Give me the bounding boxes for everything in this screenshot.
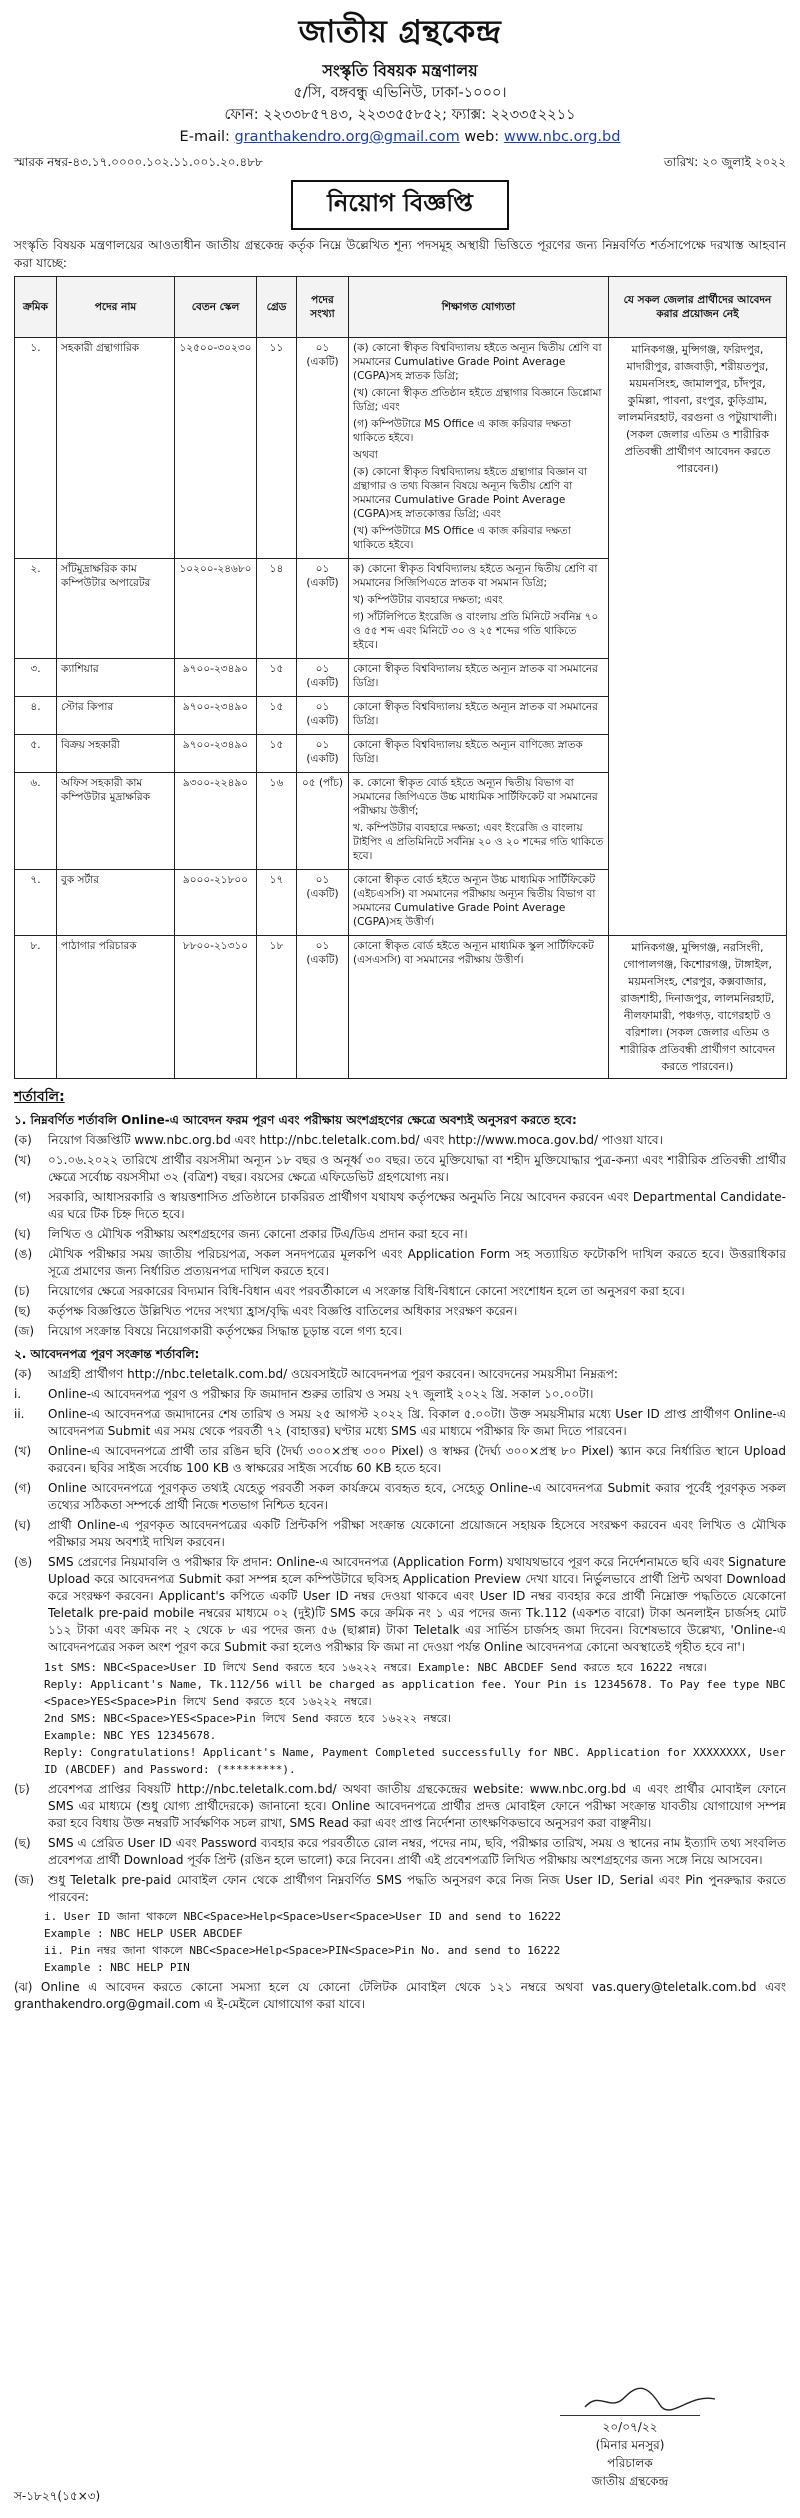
condition-number: ii. <box>14 1407 25 1421</box>
qualification-line: খ. কম্পিউটার ব্যবহারে দক্ষতা; এবং ইংরেজি ও বাংলায় টাইপিং এ প্রতিমিনিটে সর্বনিম্ন ২০ ও ২০ শব্দের গতি থাকিতে হবে। <box>353 822 604 862</box>
condition-number: (চ) <box>14 1284 30 1298</box>
cell-post: স্টোর কিপার <box>57 697 175 735</box>
cell-count: ০১ (একটি) <box>297 936 349 1079</box>
ministry-name: সংস্কৃতি বিষয়ক মন্ত্রণালয় <box>322 61 478 80</box>
cell-qualification <box>349 773 609 870</box>
condition-item <box>14 1226 786 1243</box>
cell-scale: ১২৫০০-৩০২৩০ <box>175 338 257 559</box>
condition-item <box>14 1366 786 1383</box>
condition-number: (চ) <box>14 1782 30 1796</box>
col-count: পদের সংখ্যা <box>297 277 349 338</box>
cell-exempt-districts-b: মানিকগঞ্জ, মুন্সিগঞ্জ, নরসিংদী, গোপালগঞ্জ, কিশোরগঞ্জ, টাঙ্গাইল, ময়মনসিংহ, শেরপুর, কক্সবাজার, রাজশাহী, দিনাজপুর, লালমনিরহাট, নীলফামারী, পঞ্চগড়, বাগেরহাট ও বরিশাল। (সকল জেলার এতিম ও শারীরিক প্রতিবন্ধী প্রার্থীগণ আবেদন করতে পারবেন।) <box>609 936 787 1079</box>
address: ৫/সি, বঙ্গবন্ধু এভিনিউ, ঢাকা-১০০০। <box>293 85 507 101</box>
condition-item <box>14 1189 786 1223</box>
conditions-heading: শর্তাবলি: <box>14 1089 65 1105</box>
recover-userid: i. User ID জানা থাকলে NBC<Space>Help<Space>User<Space>User ID and send to 16222 <box>44 1910 561 1923</box>
condition-item <box>14 1323 786 1340</box>
web-label: web: <box>464 129 500 145</box>
condition-number: (ক) <box>14 1133 32 1147</box>
col-scale: বেতন স্কেল <box>175 277 257 338</box>
cell-grade: ১৮ <box>257 936 297 1079</box>
cell-qualification <box>349 936 609 1079</box>
recover-pin-example: Example : NBC HELP PIN <box>44 1961 190 1974</box>
cell-serial: ১. <box>15 338 57 559</box>
condition-text: নিয়োগের ক্ষেত্রে সরকারের বিদ্যমান বিধি-বিধান এবং পরবর্তীকালে এ সংক্রান্ত বিধি-বিধানে কোনো সংশোধন হলে তা অনুসরণ করা হবে। <box>48 1284 685 1298</box>
cell-scale: ৯৭০০-২৩৪৯০ <box>175 659 257 697</box>
cell-scale: ৯৩০০-২২৪৯০ <box>175 773 257 870</box>
condition-text: Online-এ আবেদনপত্রে প্রার্থী তার রঙিন ছবি (দৈর্ঘ্য ৩০০×প্রস্থ ৩০০ Pixel) ও স্বাক্ষর (দৈর্ঘ্য ৩০০×প্রস্থ ৮০ Pixel) স্ক্যান করে নির্ধারিত স্থানে Upload করবেন। ছবির সাইজ সর্বোচ্চ 100 KB ও স্বাক্ষরের সাইজ সর্বোচ্চ 60 KB হতে হবে। <box>48 1444 786 1475</box>
cell-count: ০১ (একটি) <box>297 697 349 735</box>
condition-number: (গ) <box>14 1190 32 1204</box>
part2-title: ২. আবেদনপত্র পূরণ সংক্রান্ত শর্তাবলি: <box>14 1347 200 1361</box>
condition-number: (খ) <box>14 1153 32 1167</box>
condition-text: ০১.০৬.২০২২ তারিখে প্রার্থীর বয়সসীমা অন্যূন ১৮ বছর ও অনূর্ধ্ব ৩০ বছর। তবে মুক্তিযোদ্ধা বা শহীদ মুক্তিযোদ্ধার পুত্র-কন্যা এবং শারীরিক প্রতিবন্ধী প্রার্থীর ক্ষেত্রে সর্বোচ্চ বয়সসীমা ৩২ (বত্রিশ) বছর। বয়সের ক্ষেত্রে এফিডেভিট গ্রহণযোগ্য নয়। <box>48 1153 786 1184</box>
condition-item <box>14 1246 786 1280</box>
condition-item <box>14 1152 786 1186</box>
cell-grade: ১৫ <box>257 697 297 735</box>
cell-grade: ১৭ <box>257 870 297 936</box>
condition-number: (ক) <box>14 1367 32 1381</box>
condition-text: Online আবেদনপত্রে পূরণকৃত তথ্যই যেহেতু পরবর্তী সকল কার্যক্রমে ব্যবহৃত হবে, সেহেতু Online-এ আবেদনপত্র Submit করার পূর্বেই পূরণকৃত সকল তথ্যের সঠিকতা সম্পর্কে প্রার্থী নিজে শতভাগ নিশ্চিত হবেন। <box>48 1481 786 1512</box>
sms1-reply: Reply: Applicant's Name, Tk.112/56 will be charged as application fee. Your Pin is 12345678. To Pay fee type NBC <Space>YES<Space>Pin লিখে Send করতে হবে ১৬২২২ নম্বরে। <box>44 1678 786 1708</box>
col-serial: ক্রমিক <box>15 277 57 338</box>
qualification-line: (ক) কোনো স্বীকৃত বিশ্ববিদ্যালয় হইতে অন্যূন দ্বিতীয় শ্রেণি বা সমমানের Cumulative Grade Point Average (CGPA)সহ স্নাতক ডিগ্রি; <box>353 342 602 382</box>
signature-block <box>520 2385 740 2490</box>
condition-text: SMS প্রেরণের নিয়মাবলি ও পরীক্ষার ফি প্রদান: Online-এ আবেদনপত্র (Application Form) যথাযথভাবে পূরণ করে নির্দেশনামতে ছবি এবং Signature Upload করে আবেদনপত্র Submit করা সম্পন্ন হলে কম্পিউটারে ছবিসহ Application Preview দেখা যাবে। নির্ভুলভাবে প্রার্থী প্রিন্ট অথবা Download করে সংরক্ষণ করবেন। Applicant's কপিতে একটি User ID নম্বর দেওয়া থাকবে এবং User ID নম্বর ব্যবহার করে প্রার্থী নিম্নোক্ত পদ্ধতিতে যেকোনো Teletalk pre-paid mobile নম্বরের মাধ্যমে ০২ (দুই)টি SMS করে ক্রমিক নং ১ এর পদের জন্য Tk.112 (একশত বারো) টাকা অনলাইন চার্জসহ মোট ১১২ টাকা এবং ক্রমিক নং ২ থেকে ৮ এর পদের জন্য ৫৬ (ছাপ্পান্ন) টাকা Teletalk এর সার্ভিস চার্জসহ জমা দিবেন। বিশেষভাবে উল্লেখ্য, 'Online-এ আবেদনপত্রের সকল অংশ পূরণ করে Submit করা হলেও পরীক্ষার ফি জমা না দেওয়া পর্যন্ত Online আবেদনপত্র কোনো অবস্থাতেই গৃহীত হবে না'। <box>48 1555 786 1654</box>
cell-scale: ৯৭০০-২৩৪৯০ <box>175 735 257 773</box>
col-grade: গ্রেড <box>257 277 297 338</box>
recovery-instructions <box>14 1908 786 1976</box>
condition-number: (জ) <box>14 1873 35 1887</box>
condition-text: সরকারি, আধাসরকারি ও স্বায়ত্তশাসিত প্রতিষ্ঠানে চাকরিরত প্রার্থীগণ যথাযথ কর্তৃপক্ষের অনুমতি নিয়ে আবেদন করবেন এবং Departmental Candidate-এর ঘরে টিক চিহ্ন দিতে হবে। <box>48 1190 786 1221</box>
qualification-line: (ক) কোনো স্বীকৃত বিশ্ববিদ্যালয় হইতে গ্রন্থাগার বিজ্ঞান বা গ্রন্থাগার ও তথ্য বিজ্ঞান বিষয়ে অন্যূন দ্বিতীয় শ্রেণি বা সমমানের Cumulative Grade Point Average (CGPA)সহ স্নাতকোত্তর ডিগ্রি; এবং <box>353 466 587 520</box>
qualification-line: কোনো স্বীকৃত বিশ্ববিদ্যালয় হইতে অন্যূন স্নাতক বা সমমানের ডিগ্রি। <box>353 701 598 727</box>
condition-text: মৌখিক পরীক্ষার সময় জাতীয় পরিচয়পত্র, সকল সনদপত্রের মূলকপি এবং Application Form সহ সত্যায়িত ফটোকপি দাখিল করতে হবে। উত্তরাধিকার সূত্রে প্রমাণের জন্য নির্ধারিত প্রত্যয়নপত্র দাখিল করতে হবে। <box>48 1247 786 1278</box>
qualification-line: কোনো স্বীকৃত বিশ্ববিদ্যালয় হইতে অন্যূন স্নাতক বা সমমানের ডিগ্রি। <box>353 663 598 689</box>
cell-post: সহকারী গ্রন্থাগারিক <box>57 338 175 559</box>
contact-item <box>14 1979 786 2013</box>
condition-number: (ঘ) <box>14 1227 31 1241</box>
cell-grade: ১৪ <box>257 559 297 659</box>
cell-serial: ৩. <box>15 659 57 697</box>
qualification-line: (খ) কোনো স্বীকৃত প্রতিষ্ঠান হইতে গ্রন্থাগার বিজ্ঞানে ডিপ্লোমা ডিগ্রি; এবং <box>353 387 602 413</box>
qualification-line: কোনো স্বীকৃত বোর্ড হইতে অন্যূন মাধ্যমিক স্কুল সার্টিফিকেট (এসএসসি) বা সমমানের পরীক্ষায় উত্তীর্ণ। <box>353 940 594 966</box>
email-link[interactable]: granthakendro.org@gmail.com <box>234 129 460 145</box>
cell-grade: ১৫ <box>257 659 297 697</box>
web-link[interactable]: www.nbc.org.bd <box>503 129 621 145</box>
condition-text: নিয়োগ বিজ্ঞপ্তিটি www.nbc.org.bd এবং http://nbc.teletalk.com.bd/ এবং http://www.moca.gov.bd/ পাওয়া যাবে। <box>48 1133 663 1147</box>
cell-grade: ১১ <box>257 338 297 559</box>
sms2-reply: Reply: Congratulations! Applicant's Name, Payment Completed successfully for NBC. Application for XXXXXXXX, User ID (ABCDEF) and Password: (*********). <box>44 1746 786 1776</box>
intro-text: সংস্কৃতি বিষয়ক মন্ত্রণালয়ের আওতাধীন জাতীয় গ্রন্থকেন্দ্র কর্তৃক নিম্নে উল্লেখিত শূন্য পদসমূহ অস্থায়ী ভিত্তিতে পূরণের জন্য নিম্নবর্ণিত শর্তসাপেক্ষে দরখাস্ত আহবান করা যাচ্ছে: <box>14 238 786 270</box>
cell-qualification <box>349 870 609 936</box>
cell-post: সাঁটমুদ্রাক্ষরিক কাম কম্পিউটার অপারেটর <box>57 559 175 659</box>
cell-exempt-districts-a: মানিকগঞ্জ, মুন্সিগঞ্জ, ফরিদপুর, মাদারীপুর, রাজবাড়ী, শরীয়তপুর, ময়মনসিংহ, জামালপুর, চাঁদপুর, কুমিল্লা, পাবনা, রংপুর, কুড়িগ্রাম, লালমনিরহাট, বরগুনা ও পটুয়াখালী। (সকল জেলার এতিম ও শারীরিক প্রতিবন্ধী প্রার্থীগণ আবেদন করতে পারবেন।) <box>609 338 787 936</box>
cell-serial: ৪. <box>15 697 57 735</box>
condition-text: Online-এ আবেদনপত্র পূরণ ও পরীক্ষার ফি জমাদান শুরুর তারিখ ও সময় ২৭ জুলাই ২০২২ খ্রি. সকাল ১০.০০টা। <box>48 1387 594 1401</box>
condition-item <box>14 1835 786 1869</box>
qualification-line: (গ) কম্পিউটারে MS Office এ কাজ করিবার দক্ষতা থাকিতে হইবে। <box>353 418 571 444</box>
qualification-line: কোনো স্বীকৃত বোর্ড হইতে অন্যূন উচ্চ মাধ্যমিক সার্টিফিকেট (এইচএসসি) বা সমমানের পরীক্ষায় অন্যূন দ্বিতীয় বিভাগ বা সমমানের Cumulative Grade Point Average (CGPA)সহ উত্তীর্ণ। <box>353 874 596 928</box>
cell-count: ০১ (একটি) <box>297 870 349 936</box>
condition-number: (খ) <box>14 1444 32 1458</box>
condition-item <box>14 1132 786 1149</box>
condition-text: প্রবেশপত্র প্রাপ্তির বিষয়টি http://nbc.teletalk.com.bd/ অথবা জাতীয় গ্রন্থকেন্দ্রের website: www.nbc.org.bd এ এবং প্রার্থীর মোবাইল ফোনে SMS এর মাধ্যমে (শুধু যোগ্য প্রার্থীদেরকে) জানানো হবে। Online আবেদনপত্রে প্রার্থীর প্রদত্ত মোবাইল ফোনে পরীক্ষা সংক্রান্ত যাবতীয় যোগাযোগ সম্পন্ন করা হবে বিধায় উক্ত নম্বরটি সার্বক্ষণিক সচল রাখা, SMS Read করা এবং প্রাপ্ত নির্দেশনা তাৎক্ষণিকভাবে অনুসরণ করা বাঞ্ছনীয়। <box>48 1782 786 1830</box>
part2-list <box>14 1366 786 1656</box>
phone-line: ফোন: ২২৩৩৮৫৭৪৩, ২২৩৩৫৫৮৫২; ফ্যাক্স: ২২৩৩৫২২১১ <box>224 107 576 123</box>
cell-qualification <box>349 735 609 773</box>
condition-text: SMS এ প্রেরিত User ID এবং Password ব্যবহার করে পরবর্তীতে রোল নম্বর, পদের নাম, ছবি, পরীক্ষার তারিখ, সময় ও স্থানের নাম ইত্যাদি তথ্য সংবলিত প্রবেশপত্র প্রার্থী Download পূর্বক প্রিন্ট (রঙিন হলে ভালো) করে নিবেন। প্রার্থী এই প্রবেশপত্রটি লিখিত পরীক্ষায় অংশগ্রহণের জন্য সঙ্গে নিয়ে আসবেন। <box>48 1836 786 1867</box>
sms2-label: 2nd SMS: NBC<Space>YES<Space>Pin লিখে Send করতে হবে ১৬২২২ নম্বরে। <box>44 1712 452 1725</box>
email-label: E-mail: <box>179 129 230 145</box>
col-exempt-districts: যে সকল জেলার প্রার্থীদের আবেদন করার প্রয়োজন নেই <box>609 277 787 338</box>
posts-table <box>14 276 787 1079</box>
cell-serial: ৫. <box>15 735 57 773</box>
condition-item <box>14 1443 786 1477</box>
table-header-row <box>15 277 787 338</box>
title-wrap <box>14 180 786 230</box>
part1-title: ১. নিম্নবর্ণিত শর্তাবলি Online-এ আবেদন ফরম পূরণ এবং পরীক্ষায় অংশগ্রহণের ক্ষেত্রে অবশ্যই অনুসরণ করতে হবে: <box>14 1113 577 1127</box>
condition-item <box>14 1480 786 1514</box>
cell-qualification <box>349 338 609 559</box>
condition-item <box>14 1517 786 1551</box>
condition-number: i. <box>14 1387 22 1401</box>
condition-item <box>14 1781 786 1832</box>
cell-post: বিক্রয় সহকারী <box>57 735 175 773</box>
condition-text: Online-এ আবেদনপত্র জমাদানের শেষ তারিখ ও সময় ২৫ আগস্ট ২০২২ খ্রি. বিকাল ৫.০০টা। উক্ত সময়সীমার মধ্যে User ID প্রাপ্ত প্রার্থীগণ Online-এ আবেদনপত্র Submit এর সময় থেকে পরবর্তী ৭২ (বাহাত্তর) ঘণ্টার মধ্যে SMS এর মাধ্যমে পরীক্ষার ফি জমা দিতে পারবেন। <box>48 1407 786 1438</box>
cell-qualification <box>349 659 609 697</box>
table-row <box>15 936 787 1079</box>
contact-text: (ঝ) Online এ আবেদন করতে কোনো সমস্যা হলে যে কোনো টেলিটক মোবাইল থেকে ১২১ নম্বরে অথবা vas.query@teletalk.com.bd এবং granthakendro.org@gmail.com এ ই-মেইলে যোগাযোগ করা যাবে। <box>14 1980 786 2011</box>
qualification-line: গ) সাঁটলিপিতে ইংরেজি ও বাংলায় প্রতি মিনিটে সর্বনিম্ন ৭০ ও ৫৫ শব্দ এবং মিনিটে ৩০ ও ২৫ শব্দের গতি থাকিতে হইবে। <box>353 611 599 651</box>
condition-item <box>14 1303 786 1320</box>
table-row <box>15 338 787 559</box>
qualification-line: অথবা <box>353 449 378 461</box>
condition-item <box>14 1554 786 1656</box>
cell-count: ০১ (একটি) <box>297 559 349 659</box>
qualification-line: ক) কোনো স্বীকৃত বিশ্ববিদ্যালয় হইতে অন্যূন দ্বিতীয় শ্রেণি বা সমমানের সিজিপিএতে স্নাতক বা সমমান ডিগ্রি; <box>353 563 598 589</box>
condition-number: (গ) <box>14 1481 32 1495</box>
notice-title: নিয়োগ বিজ্ঞপ্তি <box>291 180 509 230</box>
sms-instructions <box>14 1659 786 1778</box>
contact-line <box>14 126 786 148</box>
qualification-line: ক. কোনো স্বীকৃত বোর্ড হইতে অন্যূন দ্বিতীয় বিভাগ বা সমমানের জিপিএতে উচ্চ মাধ্যমিক সার্টিফিকেট বা সমমানের পরীক্ষায় উত্তীর্ণ; <box>353 777 598 817</box>
condition-number: (ছ) <box>14 1836 31 1850</box>
condition-item <box>14 1406 786 1440</box>
cell-grade: ১৬ <box>257 773 297 870</box>
qualification-line: খ) কম্পিউটার ব্যবহারে দক্ষতা; এবং <box>353 594 503 606</box>
cell-scale: ৯০০০-২১৮০০ <box>175 870 257 936</box>
sms1-label: 1st SMS: NBC<Space>User ID লিখে Send করতে হবে ১৬২২২ নম্বরে। Example: NBC ABCDEF Send করতে হবে 16222 নম্বরে। <box>44 1661 707 1674</box>
cell-scale: ১০২০০-২৪৬৮০ <box>175 559 257 659</box>
col-post: পদের নাম <box>57 277 175 338</box>
cell-serial: ২. <box>15 559 57 659</box>
memo-line <box>14 152 786 174</box>
footer-code: স-১৮২৭(১৫×৩) <box>14 2489 101 2503</box>
cell-count: ০১ (একটি) <box>297 659 349 697</box>
signatory-name: (মিনার মনসুর) <box>595 2438 665 2452</box>
cell-qualification <box>349 559 609 659</box>
signatory-office: জাতীয় গ্রন্থকেন্দ্র <box>591 2474 669 2488</box>
condition-text: লিখিত ও মৌখিক পরীক্ষায় অংশগ্রহণের জন্য কোনো প্রকার টিএ/ডিএ প্রদান করা হবে না। <box>48 1227 468 1241</box>
cell-qualification <box>349 697 609 735</box>
cell-serial: ৭. <box>15 870 57 936</box>
condition-item <box>14 1283 786 1300</box>
condition-text: আগ্রহী প্রার্থীগণ http://nbc.teletalk.com.bd/ ওয়েবসাইটে আবেদনপত্র পূরণ করবেন। আবেদনের সময়সীমা নিম্নরূপ: <box>48 1367 618 1381</box>
cell-serial: ৬. <box>15 773 57 870</box>
cell-post: বুক সর্টার <box>57 870 175 936</box>
cell-count: ০১ (একটি) <box>297 735 349 773</box>
recover-userid-example: Example : NBC HELP USER ABCDEF <box>44 1927 243 1940</box>
cell-post: পাঠাগার পরিচারক <box>57 936 175 1079</box>
part1-list <box>14 1132 786 1340</box>
org-name: জাতীয় গ্রন্থকেন্দ্র <box>298 14 502 50</box>
cell-post: ক্যাশিয়ার <box>57 659 175 697</box>
signature-date: ২০/০৭/২২ <box>602 2420 658 2434</box>
sms2-example: Example: NBC YES 12345678. <box>44 1729 217 1742</box>
condition-item <box>14 1386 786 1403</box>
qualification-line: কোনো স্বীকৃত বিশ্ববিদ্যালয় হইতে অন্যূন বাণিজ্যে স্নাতক ডিগ্রি। <box>353 739 583 765</box>
condition-number: (ঙ) <box>14 1247 33 1261</box>
letterhead <box>14 0 786 148</box>
recover-pin: ii. Pin নম্বর জানা থাকলে NBC<Space>Help<Space>PIN<Space>Pin No. and send to 16222 <box>44 1944 561 1957</box>
qualification-line: (খ) কম্পিউটারে MS Office এ কাজ করিবার দক্ষতা থাকিতে হইবে। <box>353 525 571 551</box>
condition-item <box>14 1872 786 1906</box>
cell-scale: ৮৮০০-২১৩১০ <box>175 936 257 1079</box>
memo-date: তারিখ: ২০ জুলাই ২০২২ <box>663 155 786 169</box>
condition-text: শুধু Teletalk pre-paid মোবাইল ফোন থেকে প্রার্থীগণ নিম্নবর্ণিত SMS পদ্ধতি অনুসরণ করে নিজ নিজ User ID, Serial এবং Pin পুনরুদ্ধার করতে পারবেন: <box>48 1873 786 1904</box>
cell-count: ০১ (একটি) <box>297 338 349 559</box>
condition-text: প্রার্থী Online-এ পূরণকৃত আবেদনপত্রের একটি প্রিন্টকপি পরীক্ষা সংক্রান্ত যেকোনো প্রয়োজনে সহায়ক হিসেবে সংরক্ষণ করবেন এবং লিখিত ও মৌখিক পরীক্ষার সময় অবশ্যই দাখিল করবেন। <box>48 1518 786 1549</box>
cell-scale: ৯৭০০-২৩৪৯০ <box>175 697 257 735</box>
condition-number: (ছ) <box>14 1304 31 1318</box>
signature-icon <box>580 2385 720 2415</box>
condition-text: নিয়োগ সংক্রান্ত বিষয়ে নিয়োগকারী কর্তৃপক্ষের সিদ্ধান্ত চূড়ান্ত বলে গণ্য হবে। <box>48 1324 402 1338</box>
col-qualification: শিক্ষাগত যোগ্যতা <box>349 277 609 338</box>
conditions <box>14 1089 786 2013</box>
cell-post: অফিস সহকারী কাম কম্পিউটার মুদ্রাক্ষরিক <box>57 773 175 870</box>
condition-number: (ঙ) <box>14 1555 33 1569</box>
condition-number: (ঘ) <box>14 1518 31 1532</box>
cell-serial: ৮. <box>15 936 57 1079</box>
condition-text: কর্তৃপক্ষ বিজ্ঞপ্তিতে উল্লিখিত পদের সংখ্যা হ্রাস/বৃদ্ধি এবং বিজ্ঞপ্তি বাতিলের অধিকার সংরক্ষণ করেন। <box>48 1304 518 1318</box>
cell-count: ০৫ (পাঁচ) <box>297 773 349 870</box>
part2b-list <box>14 1781 786 1906</box>
signatory-designation: পরিচালক <box>607 2456 653 2470</box>
memo-number: স্মারক নম্বর-৪৩.১৭.০০০০.১০২.১১.০০১.২০.৪৮৮ <box>14 155 263 169</box>
signature-scribble <box>560 2385 700 2416</box>
cell-grade: ১৫ <box>257 735 297 773</box>
condition-number: (জ) <box>14 1324 35 1338</box>
